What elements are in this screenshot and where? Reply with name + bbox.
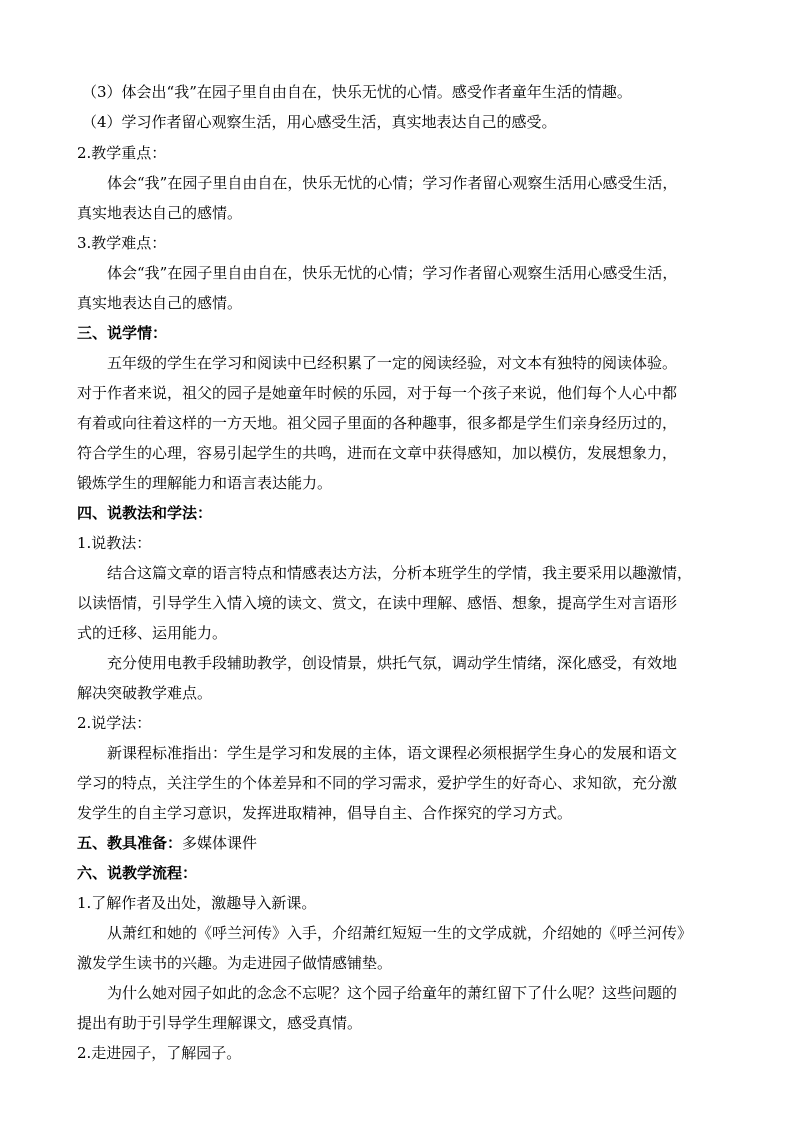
learner-analysis-line-5: 锻炼学生的理解能力和语言表达能力。 xyxy=(77,474,333,492)
learner-analysis-line-2: 对于作者来说，祖父的园子是她童年时候的乐园，对于每一个孩子来说，他们每个人心中都 xyxy=(77,384,678,402)
teaching-method-line-3: 式的迁移、运用能力。 xyxy=(77,624,228,642)
learning-method-line-2: 学习的特点，关注学生的个体差异和不同的学习需求，爱护学生的好奇心、求知欲，充分激 xyxy=(77,774,678,792)
teaching-method-line-4: 充分使用电教手段辅助教学，创设情景，烘托气氛，调动学生情绪，深化感受，有效地 xyxy=(107,654,678,672)
teaching-method-line-5: 解决突破教学难点。 xyxy=(77,684,213,702)
key-points-line-1: 体会“我”在园子里自由自在，快乐无忧的心情；学习作者留心观察生活用心感受生活， xyxy=(107,174,678,192)
learning-method-line-3: 发学生的自主学习意识，发挥进取精神，倡导自主、合作探究的学习方式。 xyxy=(77,804,573,822)
difficulties-line-2: 真实地表达自己的感情。 xyxy=(77,294,243,312)
section-3-heading: 三、说学情： xyxy=(77,324,168,342)
section-5-heading: 五、教具准备： xyxy=(77,834,183,852)
flow-step-2-heading: 2.走进园子，了解园子。 xyxy=(77,1044,242,1062)
flow-step-1-line-4: 提出有助于引导学生理解课文，感受真情。 xyxy=(77,1014,363,1032)
difficulties-line-1: 体会“我”在园子里自由自在，快乐无忧的心情；学习作者留心观察生活用心感受生活， xyxy=(107,264,678,282)
key-points-heading: 2.教学重点： xyxy=(77,144,167,162)
section-6-heading: 六、说教学流程： xyxy=(77,864,198,882)
teaching-method-line-2: 以读悟情，引导学生入情入境的读文、赏文，在读中理解、感悟、想象，提高学生对言语形 xyxy=(77,594,678,612)
flow-step-1-line-2: 激发学生读书的兴趣。为走进园子做情感铺垫。 xyxy=(77,954,393,972)
objective-4: （4）学习作者留心观察生活，用心感受生活，真实地表达自己的感受。 xyxy=(82,113,557,131)
flow-step-1-line-1: 从萧红和她的《呼兰河传》入手，介绍萧红短短一生的文学成就，介绍她的《呼兰河传》 xyxy=(107,924,693,942)
teaching-method-line-1: 结合这篇文章的语言特点和情感表达方法，分析本班学生的学情，我主要采用以趣激情， xyxy=(107,564,693,582)
section-5-line xyxy=(77,833,794,853)
difficulties-heading: 3.教学难点： xyxy=(77,234,167,252)
flow-step-1-line-3: 为什么她对园子如此的念念不忘呢？这个园子给童年的萧红留下了什么呢？这些问题的 xyxy=(107,984,678,1002)
key-points-line-2: 真实地表达自己的感情。 xyxy=(77,204,243,222)
flow-step-1-heading: 1.了解作者及出处，激趣导入新课。 xyxy=(77,894,317,912)
learning-method-heading: 2.说学法： xyxy=(77,714,152,732)
teaching-aids-value: 多媒体课件 xyxy=(182,834,258,852)
objective-3: （3）体会出“我”在园子里自由自在，快乐无忧的心情。感受作者童年生活的情趣。 xyxy=(82,83,632,101)
learning-method-line-1: 新课程标准指出：学生是学习和发展的主体，语文课程必须根据学生身心的发展和语文 xyxy=(107,744,678,762)
learner-analysis-line-1: 五年级的学生在学习和阅读中已经积累了一定的阅读经验，对文本有独特的阅读体验。 xyxy=(107,354,678,372)
learner-analysis-line-4: 符合学生的心理，容易引起学生的共鸣，进而在文章中获得感知，加以模仿，发展想象力， xyxy=(77,444,678,462)
learner-analysis-line-3: 有着或向往着这样的一方天地。祖父园子里面的各种趣事，很多都是学生们亲身经历过的， xyxy=(77,414,678,432)
teaching-method-heading: 1.说教法： xyxy=(77,534,152,552)
section-4-heading: 四、说教法和学法： xyxy=(77,504,213,522)
